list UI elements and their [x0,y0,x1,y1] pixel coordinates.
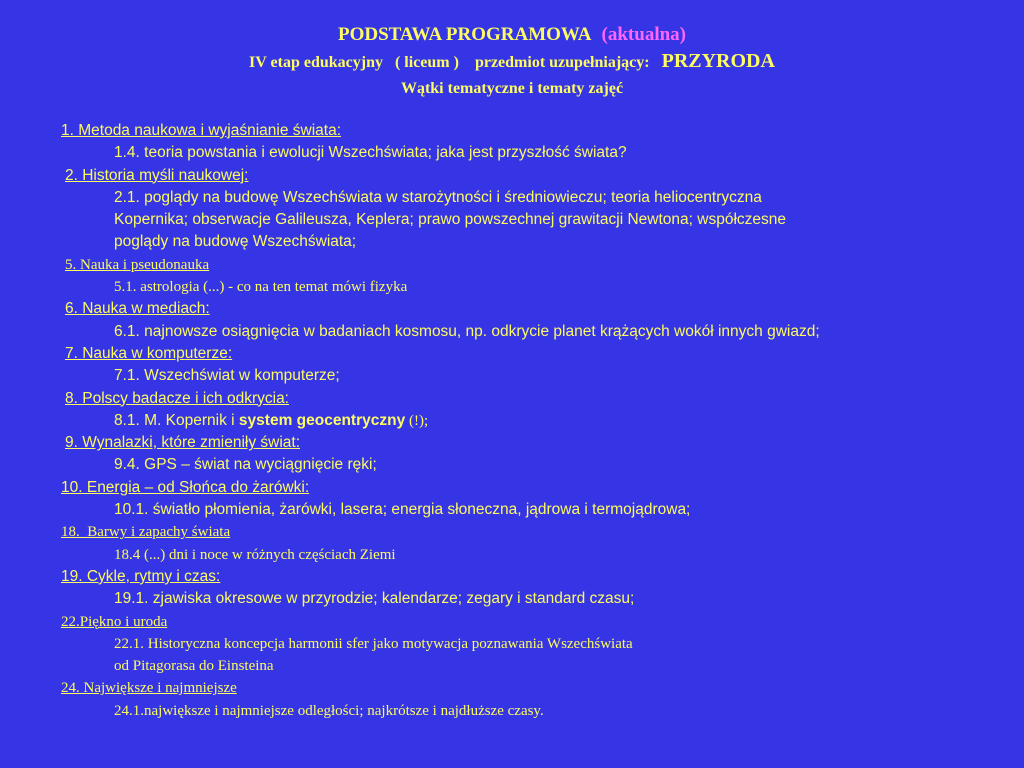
topic-item: 1.4. teoria powstania i ewolucji Wszechświata; jaka jest przyszłość świata? [114,144,627,162]
slide-header [0,22,1024,102]
topic-item: od Pitagorasa do Einsteina [114,658,274,675]
topic-item: 9.4. GPS – świat na wyciągnięcie ręki; [114,456,377,474]
section-heading: 18. Barwy i zapachy świata [61,524,231,541]
topic-item: 10.1. światło płomienia, żarówki, lasera; energia słoneczna, jądrowa i termojądrowa; [114,501,691,519]
title-main: PODSTAWA PROGRAMOWA [338,24,592,45]
topic-item: 22.1. Historyczna koncepcja harmonii sfer jako motywacja poznawania Wszechświata [114,635,633,652]
topic-item: 2.1. poglądy na budowę Wszechświata w starożytności i średniowieczu; teoria heliocentryczna [114,188,762,206]
slide-title [0,22,1024,48]
topic-item: 18.4 (...) dni i noce w różnych częściach Ziemi [114,546,396,563]
title-accent: (aktualna) [601,24,686,45]
section-heading: 10. Energia – od Słońca do żarówki: [61,478,310,496]
section-heading: 6. Nauka w mediach: [65,300,210,318]
section-heading: 8. Polscy badacze i ich odkrycia: [65,389,289,407]
topic-item: poglądy na budowę Wszechświata; [114,233,357,251]
section-heading: 22.Piękno i uroda [61,613,168,630]
section-heading: 5. Nauka i pseudonauka [65,256,210,273]
section-heading: 9. Wynalazki, które zmieniły świat: [65,434,301,452]
subtitle-line [0,48,1024,76]
section-heading: 2. Historia myśli naukowej: [65,166,249,184]
topic-item-emphasis: system geocentryczny [238,411,406,429]
topic-item: 5.1. astrologia (...) - co na ten temat mówi fizyka [114,279,408,296]
section-heading: 19. Cykle, rytmy i czas: [61,567,221,585]
section-heading: 24. Największe i najmniejsze [61,680,237,697]
subject-name: PRZYRODA [661,50,775,72]
topic-item-suffix: (!); [405,412,429,429]
topic-item-prefix: 8.1. M. Kopernik i [114,411,239,429]
section-heading: 1. Metoda naukowa i wyjaśnianie świata: [61,122,342,139]
topic-item: 19.1. zjawiska okresowe w przyrodzie; kalendarze; zegary i standard czasu; [114,590,635,608]
topic-item: 24.1.największe i najmniejsze odległości; najkrótsze i najdłuższe czasy. [114,702,544,719]
topic-item: 7.1. Wszechświat w komputerze; [114,367,340,385]
topic-item: 6.1. najnowsze osiągnięcia w badaniach kosmosu, np. odkrycie planet krążących wokół innych gwiazd; [114,322,820,340]
section-heading: 7. Nauka w komputerze: [65,344,233,362]
subtitle-main: IV etap edukacyjny ( liceum ) przedmiot uzupełniający: [249,54,662,71]
topic-list [61,120,1001,722]
topic-item [61,410,1001,432]
subtitle-topics: Wątki tematyczne i tematy zajęć [400,80,624,97]
topic-item: Kopernika; obserwacje Galileusza, Keplera; prawo powszechnej grawitacji Newtona; współczesne [114,211,787,229]
